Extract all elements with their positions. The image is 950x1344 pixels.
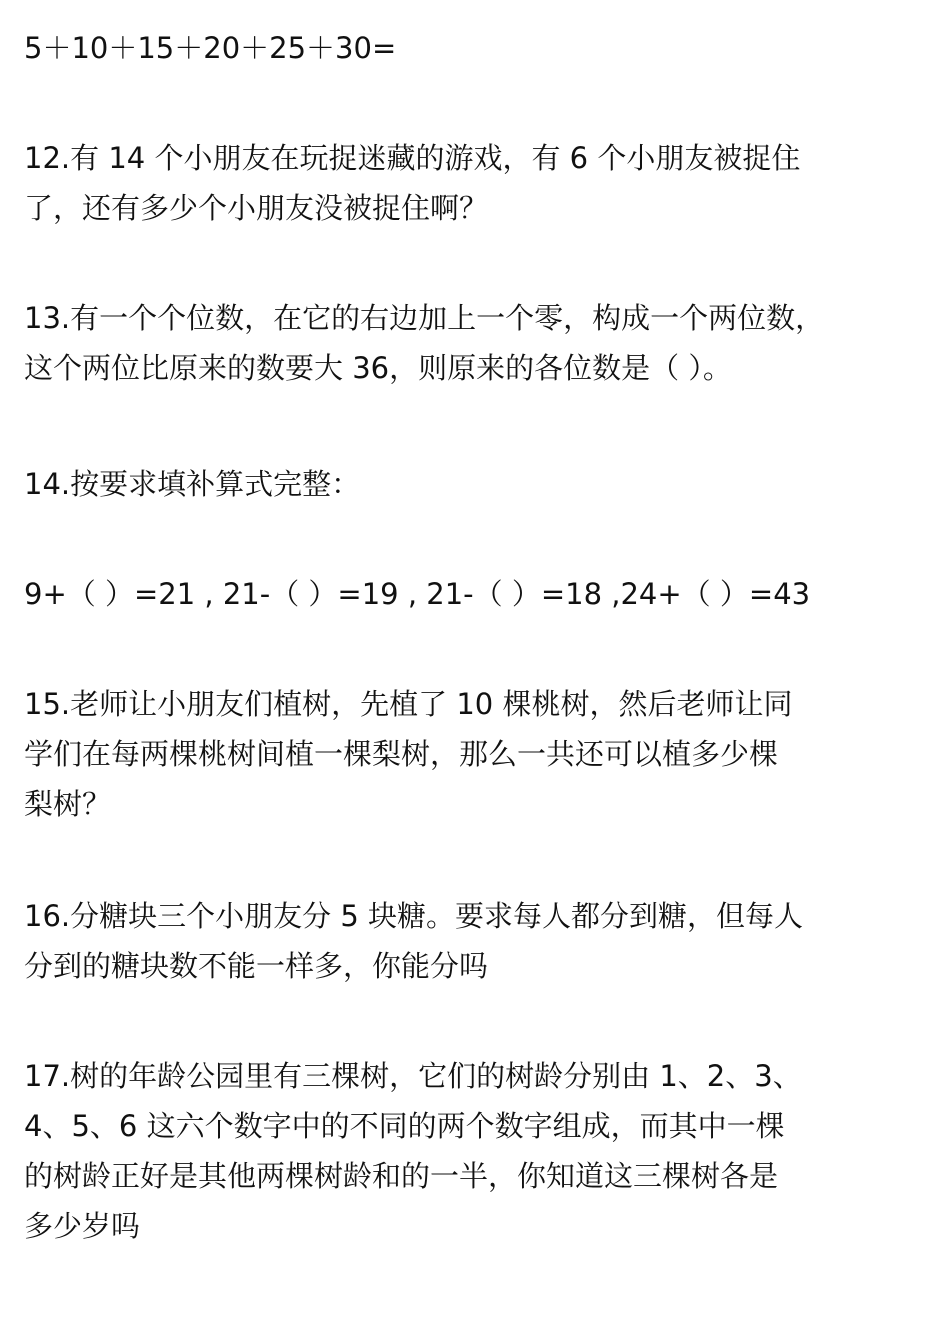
sum-expression: 5＋10＋15＋20＋25＋30=: [24, 31, 397, 65]
question-15-line-1: 15.老师让小朋友们植树，先植了 10 棵桃树，然后老师让同: [24, 687, 793, 721]
question-15-line-3: 梨树？: [24, 787, 112, 821]
question-17-line-3: 的树龄正好是其他两棵树龄和的一半，你知道这三棵树各是: [24, 1159, 779, 1193]
question-12-line-2: 了，还有多少个小朋友没被捉住啊？: [24, 191, 489, 225]
question-12-line-1: 12.有 14 个小朋友在玩捉迷藏的游戏，有 6 个小朋友被捉住: [24, 141, 801, 175]
question-13-line-2: 这个两位比原来的数要大 36，则原来的各位数是（ ）。: [24, 351, 732, 385]
question-15-line-2: 学们在每两棵桃树间植一棵梨树，那么一共还可以植多少棵: [24, 737, 779, 771]
fill-in-equations: 9+（ ）=21 , 21-（ ）=19 , 21-（ ）=18 ,24+（ ）=43: [24, 577, 811, 611]
question-16-line-1: 16.分糖块三个小朋友分 5 块糖。要求每人都分到糖，但每人: [24, 899, 804, 933]
question-17-line-4: 多少岁吗: [24, 1209, 141, 1243]
question-13-line-1: 13.有一个个位数，在它的右边加上一个零，构成一个两位数，: [24, 301, 825, 335]
question-14-line-1: 14.按要求填补算式完整：: [24, 467, 361, 501]
question-17-line-1: 17.树的年龄公园里有三棵树，它们的树龄分别由 1、2、3、: [24, 1059, 802, 1093]
question-16-line-2: 分到的糖块数不能一样多，你能分吗: [24, 949, 489, 983]
question-17-line-2: 4、5、6 这六个数字中的不同的两个数字组成，而其中一棵: [24, 1109, 785, 1143]
